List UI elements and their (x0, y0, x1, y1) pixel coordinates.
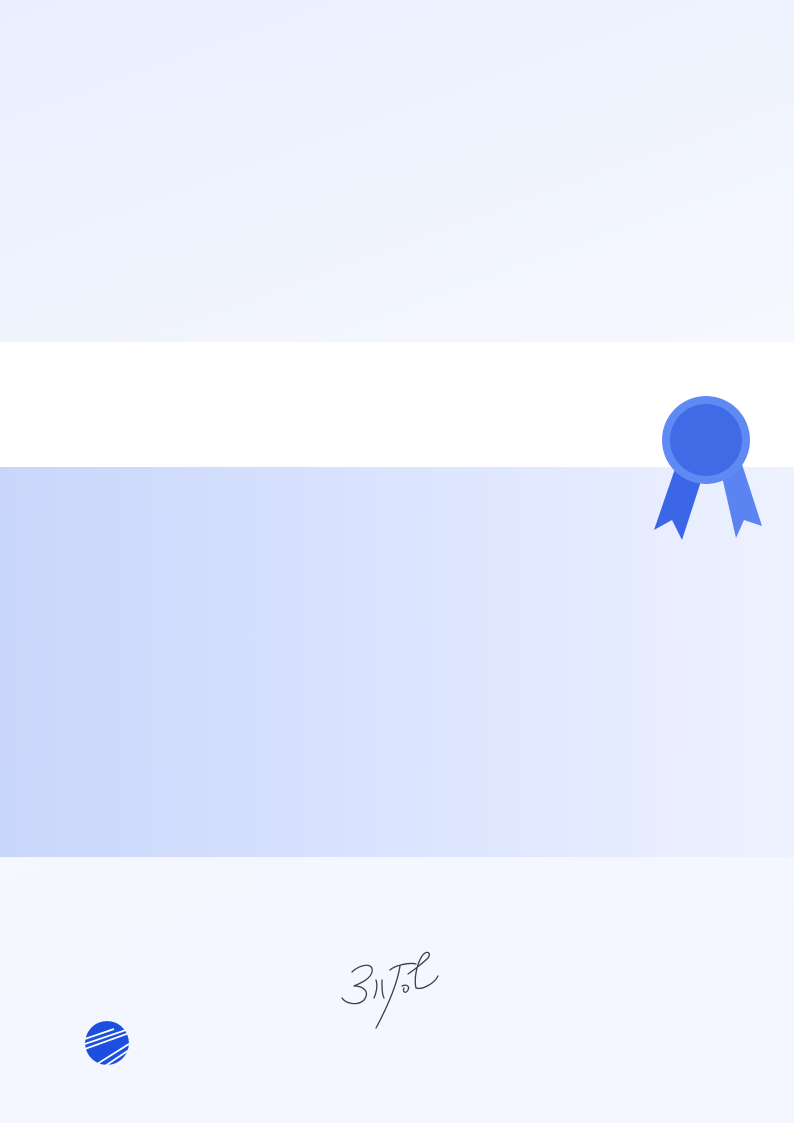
handwritten-signature-icon (330, 940, 470, 1035)
globe-stripes-icon (84, 1020, 130, 1066)
star-rosette-award-icon (636, 360, 776, 550)
company-logo (84, 1020, 140, 1066)
